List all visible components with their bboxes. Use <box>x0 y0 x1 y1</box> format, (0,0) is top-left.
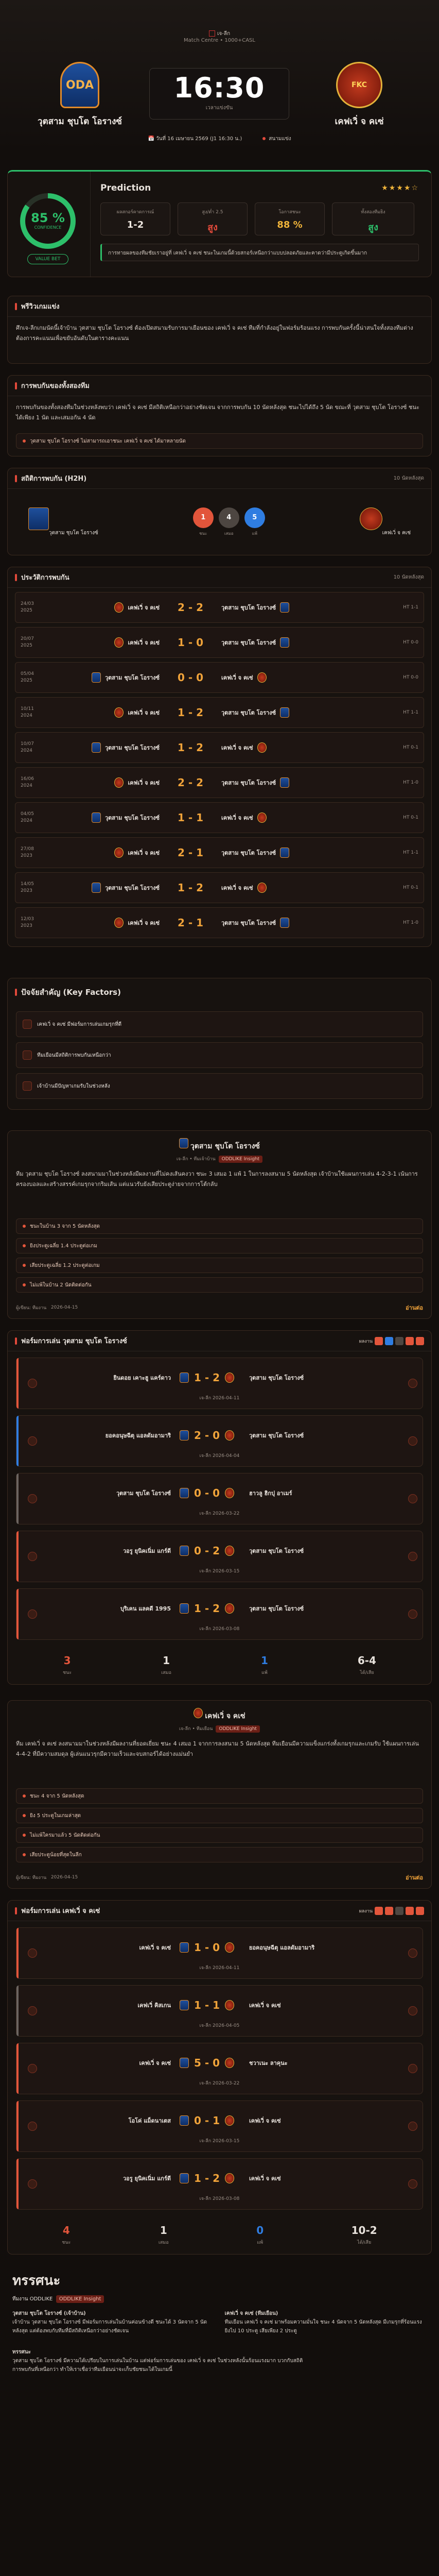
total-stat: 4 ชนะ <box>62 2224 71 2245</box>
home-form-section: ฟอร์มการเล่น วุตสาม ชุบโต โอรางซ์ ผลงาน ยินดอย เคาะฮู แคร์ดาว 1 - 2 วุตสาม ชุบโต โอรางซ์ เจ-ลีก 2026-04-11 ยอคอนุษฉีตุ แอลดัมอามาริ 2 - 0 วุตสาม ชุบโต โอรางซ์ เจ-ลีก 2026-04-04 วุตสาม ชุบโต โอรางซ์ 0 - 0 ฮาวลู ฮิกปุ อาเมร์ เจ-ลีก 2026-03-22 วอรู ยุนิคเนิ่ม แกร์ดี 0 - 2 วุตสาม ชุบโต โอรางซ์ เจ-ลีก 2026-03-15 บุริเคน แลคดี 1995 1 - 2 วุตสาม ชุบโต โอรางซ์ เจ-ลีก 2026-03-08 3 ชนะ 1 เสมอ 1 แพ้ 6-4 ได้/เสีย <box>7 1330 432 1685</box>
value-bet-button[interactable]: VALUE BET <box>27 254 68 264</box>
away-team-name: เคฟเวิ่ จ คเซ่ <box>335 116 384 127</box>
total-stat: 0 แพ้ <box>256 2224 264 2245</box>
insight-tag: ODDLIKE Insight <box>219 1156 263 1163</box>
home-team-icon <box>28 1379 37 1388</box>
prediction-title: Prediction <box>100 183 151 193</box>
result-icon <box>408 1552 417 1561</box>
home-team-icon <box>28 1494 37 1503</box>
team-crest-icon <box>225 1488 234 1498</box>
form-legend: ผลงาน <box>359 1907 424 1915</box>
match-score: 1 - 0 <box>177 636 204 649</box>
team-crest-icon <box>280 918 289 928</box>
key-factors: ปัจจัยสำคัญ (Key Factors) เคฟเวิ่ จ คเซ่ มีฟอร์มการเล่นเกมรุกที่ดี ทีมเยือนมีสถิติการพบกันเหนือกว่า เจ้าบ้านมีปัญหาเกมรับในช่วงหลัง <box>7 978 432 1110</box>
team-crest-icon <box>180 2173 189 2183</box>
team-crest-icon <box>180 1488 189 1498</box>
table-row[interactable]: 10/11 2024 เคฟเวิ่ จ คเซ่ 1 - 2 วุตสาม ชุบโต โอรางซ์ HT 1-1 <box>15 697 424 728</box>
home-crest-icon <box>179 1138 188 1148</box>
match-score: 0 - 0 <box>177 671 204 684</box>
table-row[interactable]: 12/03 2023 เคฟเวิ่ จ คเซ่ 2 - 1 วุตสาม ชุบโต โอรางซ์ HT 1-0 <box>15 907 424 938</box>
team-crest-icon <box>280 777 289 788</box>
team-crest-icon <box>180 2115 189 2126</box>
home-form-totals <box>8 1646 431 1684</box>
match-score: 1 - 2 <box>177 882 204 894</box>
home-team-icon <box>28 1609 37 1619</box>
stat-bullet: ยิง 5 ประตูในเกมล่าสุด <box>16 1808 423 1823</box>
stat-bullet: ชนะ 4 จาก 5 นัดหลังสุด <box>16 1788 423 1804</box>
key-factor-item: ทีมเยือนมีสถิติการพบกันเหนือกว่า <box>16 1042 423 1068</box>
team-crest-icon <box>180 1942 189 1953</box>
stat-bullet: ยิงประตูเฉลี่ย 1.4 ประตูต่อเกม <box>16 1238 423 1253</box>
match-score: 1 - 1 <box>177 811 204 824</box>
away-crest-icon <box>360 507 382 530</box>
result-icon <box>408 2006 417 2015</box>
pred-box-btts: ทั้งสองทีมยิง สูง <box>332 202 414 235</box>
team-crest-icon <box>225 2000 234 2010</box>
match-score: 1 - 2 <box>177 741 204 754</box>
match-hero <box>0 0 439 155</box>
recent-match-card[interactable]: โอโค่ แม็ดนาเตส 0 - 1 เคฟเวิ่ จ คเซ่ เจ-ลีก 2026-03-15 <box>16 2100 423 2152</box>
team-crest-icon <box>92 812 101 823</box>
factor-icon <box>23 1050 32 1060</box>
result-icon <box>408 2064 417 2073</box>
result-icon <box>408 1436 417 1446</box>
home-team-icon <box>28 1436 37 1446</box>
table-row[interactable]: 20/07 2025 เคฟเวิ่ จ คเซ่ 1 - 0 วุตสาม ชุบโต โอรางซ์ HT 0-0 <box>15 627 424 658</box>
away-team[interactable] <box>310 62 408 128</box>
recent-match-card[interactable]: เคฟเวิ่ จ คเซ่ 5 - 0 ชวาเนะ ลาคุนะ เจ-ลีก 2026-03-22 <box>16 2043 423 2094</box>
league-icon <box>209 30 215 37</box>
venue-icon <box>262 137 266 140</box>
losses-badge: 5 <box>244 507 265 528</box>
draws-badge: 4 <box>219 507 239 528</box>
stat-bullet: ชนะในบ้าน 3 จาก 5 นัดหลังสุด <box>16 1218 423 1234</box>
factor-icon <box>23 1081 32 1091</box>
recent-match-card[interactable]: เคฟเวิ่ จ คเซ่ 1 - 0 ยอคอนุษฉีตุ แอลดัมอามาริ เจ-ลีก 2026-04-11 <box>16 1927 423 1979</box>
team-crest-icon <box>257 672 267 683</box>
kickoff-clock: 16:30 เวลาแข่งขัน <box>149 68 289 120</box>
team-crest-icon <box>280 602 289 613</box>
total-stat: 1 เสมอ <box>158 2224 169 2245</box>
recent-match-card[interactable]: วุตสาม ชุบโต โอรางซ์ 0 - 0 ฮาวลู ฮิกปุ อาเมร์ เจ-ลีก 2026-03-22 <box>16 1473 423 1524</box>
h2h-summary: สถิติการพบกัน (H2H) 10 นัดหลังสุด วุตสาม ชุบโต โอรางซ์ 1 ชนะ 4 เสมอ 5 แพ้ เคฟเวิ่ จ คเซ่ <box>7 468 432 555</box>
team-crest-icon <box>114 602 124 613</box>
summary-home[interactable]: วุตสาม ชุบโต โอรางซ์ <box>28 507 98 537</box>
team-crest-icon <box>180 1546 189 1556</box>
h2h-bullet: วุตสาม ชุบโต โอรางซ์ ไม่สามารถเอาชนะ เคฟเวิ่ จ คเซ่ ได้มาหลายนัด <box>16 433 423 449</box>
divider <box>90 172 91 277</box>
team-crest-icon <box>114 637 124 648</box>
match-score: 2 - 1 <box>177 846 204 859</box>
team-crest-icon <box>92 883 101 893</box>
team-crest-icon <box>225 2173 234 2183</box>
away-crest-icon: FKC <box>336 62 382 108</box>
result-icon <box>408 1494 417 1503</box>
total-stat: 10-2 ได้/เสีย <box>351 2224 377 2245</box>
home-team-icon <box>28 2179 37 2189</box>
team-crest-icon <box>114 848 124 858</box>
team-crest-icon <box>257 883 267 893</box>
team-crest-icon <box>280 707 289 718</box>
summary-title: ทรรศนะ <box>12 2273 61 2289</box>
team-crest-icon <box>280 848 289 858</box>
result-icon <box>408 1379 417 1388</box>
table-row[interactable]: 27/08 2023 เคฟเวิ่ จ คเซ่ 2 - 1 วุตสาม ชุบโต โอรางซ์ HT 1-1 <box>15 837 424 868</box>
match-score: 2 - 1 <box>177 917 204 929</box>
table-row[interactable]: 05/04 2025 วุตสาม ชุบโต โอรางซ์ 0 - 0 เคฟเวิ่ จ คเซ่ HT 0-0 <box>15 662 424 693</box>
table-row[interactable]: 24/03 2025 เคฟเวิ่ จ คเซ่ 2 - 2 วุตสาม ชุบโต โอรางซ์ HT 1-1 <box>15 592 424 623</box>
key-factor-item: เคฟเวิ่ จ คเซ่ มีฟอร์มการเล่นเกมรุกที่ดี <box>16 1011 423 1037</box>
result-icon <box>408 2122 417 2131</box>
league-label: เจ-ลีก Match Centre • 1000+CASL <box>184 31 255 43</box>
home-team-icon <box>28 2064 37 2073</box>
team-crest-icon <box>225 2115 234 2126</box>
team-crest-icon <box>180 1603 189 1614</box>
total-stat: 1 แพ้ <box>260 1654 268 1675</box>
total-stat: 3 ชนะ <box>62 1654 72 1675</box>
recent-match-card[interactable]: ยอคอนุษฉีตุ แอลดัมอามาริ 2 - 0 วุตสาม ชุบโต โอรางซ์ เจ-ลีก 2026-04-04 <box>16 1415 423 1467</box>
total-stat: 1 เสมอ <box>161 1654 171 1675</box>
team-away-analysis: เคฟเวิ่ จ คเซ่ เจ-ลีก • ทีมเยือน ODDLIKE Insight ทีม เคฟเวิ่ จ คเซ่ ลงสนามมาในช่วงหลังมีผลงานที่ยอดเยี่ยม ชนะ 4 เสมอ 1 จากการลงสนาม 5 นัดหลังสุด ทีมเยือนมีความแข็งแกร่งทั้งเกมรุกและเกมรับ ใช้แผนการเล่น 4-4-2 ที่มีความสมดุล ผู้เล่นแนวรุกมีความเร็วและจบสกอร์ได้อย่างแม่นยำ ชนะ 4 จาก 5 นัดหลังสุด ยิง 5 ประตูในเกมล่าสุด ไม่แพ้ใครมาแล้ว 5 นัดติดต่อกัน เสียประตูน้อยที่สุดในลีก ผู้เขียน: ทีมงาน 2026-04-15 อ่านต่อ <box>7 1700 432 1889</box>
recent-match-card[interactable]: บุริเคน แลคดี 1995 1 - 2 วุตสาม ชุบโต โอรางซ์ เจ-ลีก 2026-03-08 <box>16 1588 423 1640</box>
pred-box-score: ผลสกอร์คาดการณ์ 1-2 <box>100 202 170 235</box>
team-crest-icon <box>225 2058 234 2068</box>
stat-bullet: เสียประตูเฉลี่ย 1.2 ประตูต่อเกม <box>16 1258 423 1273</box>
home-crest-icon: ODA <box>60 62 99 108</box>
stat-bullet: เสียประตูน้อยที่สุดในลีก <box>16 1847 423 1862</box>
recent-match-card[interactable]: วอรู ยุนิคเนิ่ม แกร์ดี 1 - 2 เคฟเวิ่ จ คเซ่ เจ-ลีก 2026-03-08 <box>16 2158 423 2210</box>
team-crest-icon <box>257 812 267 823</box>
recent-match-card[interactable]: วอรู ยุนิคเนิ่ม แกร์ดี 0 - 2 วุตสาม ชุบโต โอรางซ์ เจ-ลีก 2026-03-15 <box>16 1531 423 1582</box>
summary-away[interactable]: เคฟเวิ่ จ คเซ่ <box>360 507 411 537</box>
prediction-panel <box>7 170 432 277</box>
team-crest-icon <box>114 707 124 718</box>
home-team-name: วุตสาม ชุบโต โอรางซ์ <box>38 116 122 127</box>
team-crest-icon <box>225 1546 234 1556</box>
table-row[interactable]: 16/06 2024 เคฟเวิ่ จ คเซ่ 2 - 2 วุตสาม ชุบโต โอรางซ์ HT 1-0 <box>15 767 424 798</box>
table-row[interactable]: 04/05 2024 วุตสาม ชุบโต โอรางซ์ 1 - 1 เคฟเวิ่ จ คเซ่ HT 0-1 <box>15 802 424 833</box>
away-form-totals <box>8 2216 431 2254</box>
confidence-ring: 85 % CONFIDENCE <box>20 193 76 249</box>
team-crest-icon <box>180 1430 189 1440</box>
rating-stars-icon: ★★★★☆ <box>381 184 419 192</box>
total-stat: 6-4 ได้/เสีย <box>357 1654 376 1675</box>
section-marker-icon <box>15 303 17 310</box>
h2h-text-section: การพบกันของทั้งสองทีม การพบกันของทั้งสองทีมในช่วงหลังพบว่า เคฟเวิ่ จ คเซ่ มีสถิติเหนือกว่าอย่างชัดเจน จากการพบกัน 10 นัดหลังสุด ชนะไปได้ถึง 5 นัด ขณะที่ วุตสาม ชุบโต โอรางซ์ ชนะได้เพียง 1 นัด และเสมอกัน 4 นัด วุตสาม ชุบโต โอรางซ์ ไม่สามารถเอาชนะ เคฟเวิ่ จ คเซ่ ได้มาหลายนัด <box>7 375 432 456</box>
home-crest-icon <box>28 507 49 530</box>
wins-badge: 1 <box>193 507 214 528</box>
form-legend: ผลงาน <box>359 1337 424 1345</box>
match-score: 1 - 2 <box>177 706 204 719</box>
team-crest-icon <box>114 777 124 788</box>
team-crest-icon <box>180 1372 189 1383</box>
away-form-section: ฟอร์มการเล่น เคฟเวิ่ จ คเซ่ ผลงาน เคฟเวิ่ จ คเซ่ 1 - 0 ยอคอนุษฉีตุ แอลดัมอามาริ เจ-ลีก 2026-04-11 เคฟเวิ่ คิสเกน 1 - 1 เคฟเวิ่ จ คเซ่ เจ-ลีก 2026-04-05 เคฟเวิ่ จ คเซ่ 5 - 0 ชวาเนะ ลาคุนะ เจ-ลีก 2026-03-22 โอโค่ แม็ดนาเตส 0 - 1 เคฟเวิ่ จ คเซ่ เจ-ลีก 2026-03-15 วอรู ยุนิคเนิ่ม แกร์ดี 1 - 2 เคฟเวิ่ จ คเซ่ เจ-ลีก 2026-03-08 4 ชนะ 1 เสมอ 0 แพ้ 10-2 ได้/เสีย <box>7 1900 432 2255</box>
read-more-link[interactable]: อ่านต่อ <box>405 1874 423 1881</box>
stat-bullet: ไม่แพ้ใครมาแล้ว 5 นัดติดต่อกัน <box>16 1827 423 1843</box>
summary-section: ทรรศนะ ทีมงาน ODDLIKE ODDLIKE Insight วุตสาม ชุบโต โอรางซ์ (เจ้าบ้าน) เจ้าบ้าน วุตสาม ชุบโต โอรางซ์ มีฟอร์มการเล่นในบ้านค่อนข้างดี ชนะได้ 3 นัดจาก 5 นัดหลังสุด แต่ต้องพบกับทีมที่มีสถิติเหนือกว่าอย่างชัดเจน เคฟเวิ่ จ คเซ่ (ทีมเยือน) ทีมเยือน เคฟเวิ่ จ คเซ่ มาพร้อมความมั่นใจ ชนะ 4 นัดจาก 5 นัดหลังสุด มีเกมรุกที่ร้อนแรง ยิงไป 10 ประตู เสียเพียง 2 ประตู ทรรศนะ วุตสาม ชุบโต โอรางซ์ มีความได้เปรียบในการเล่นในบ้าน แต่ฟอร์มการเล่นของ เคฟเวิ่ จ คเซ่ ในช่วงหลังนั้นร้อนแรงมาก บวกกับสถิติการพบกันที่เหนือกว่า ทำให้เราเชื่อว่าทีมเยือนน่าจะเก็บชัยชนะได้ในเกมนี้ <box>0 2270 439 2374</box>
insight-tag: ODDLIKE Insight <box>216 1725 260 1733</box>
read-more-link[interactable]: อ่านต่อ <box>405 1304 423 1311</box>
home-team-icon <box>28 1948 37 1958</box>
intro-section: พรีวิวเกมแข่ง ศึกเจ-ลีกเกมนัดนี้เจ้าบ้าน วุตสาม ชุบโต โอรางซ์ ต้องเปิดสนามรับการมาเยือนของ เคฟเวิ่ จ คเซ่ ทีมที่กำลังอยู่ในฟอร์มร้อนแรง การพบกันครั้งนี้น่าสนใจทั้งสองทีมต่างต้องการคะแนนเพื่อขยับอันดับในตารางคะแนน <box>7 296 432 364</box>
team-crest-icon <box>225 1372 234 1383</box>
h2h-list: ประวัติการพบกัน 10 นัดหลังสุด 24/03 2025 เคฟเวิ่ จ คเซ่ 2 - 2 วุตสาม ชุบโต โอรางซ์ HT 1-1 20/07 2025 เคฟเวิ่ จ คเซ่ 1 - 0 วุตสาม ชุบโต โอรางซ์ HT 0-0 05/04 2025 วุตสาม ชุบโต โอรางซ์ 0 - 0 เคฟเวิ่ จ คเซ่ HT 0-0 10/11 2024 เคฟเวิ่ จ คเซ่ 1 - 2 วุตสาม ชุบโต โอรางซ์ HT 1-1 10/07 2024 วุตสาม ชุบโต โอรางซ์ 1 - 2 เคฟเวิ่ จ คเซ่ HT 0-1 16/06 2024 เคฟเวิ่ จ คเซ่ 2 - 2 วุตสาม ชุบโต โอรางซ์ HT 1-0 04/05 2024 วุตสาม ชุบโต โอรางซ์ 1 - 1 เคฟเวิ่ จ คเซ่ HT 0-1 27/08 2023 เคฟเวิ่ จ คเซ่ 2 - 1 วุตสาม ชุบโต โอรางซ์ HT 1-1 14/05 2023 วุตสาม ชุบโต โอรางซ์ 1 - 2 เคฟเวิ่ จ คเซ่ HT 0-1 12/03 2023 เคฟเวิ่ จ คเซ่ 2 - 1 วุตสาม ชุบโต โอรางซ์ HT 1-0 <box>7 567 432 947</box>
kickoff-time: 16:30 <box>173 72 265 104</box>
team-crest-icon <box>92 742 101 753</box>
team-crest-icon <box>114 918 124 928</box>
home-team-icon <box>28 1552 37 1561</box>
h2h-badges: 1 ชนะ 4 เสมอ 5 แพ้ <box>193 507 265 537</box>
recent-match-card[interactable]: ยินดอย เคาะฮู แคร์ดาว 1 - 2 วุตสาม ชุบโต โอรางซ์ เจ-ลีก 2026-04-11 <box>16 1358 423 1409</box>
result-icon <box>408 1609 417 1619</box>
key-factor-item: เจ้าบ้านมีปัญหาเกมรับในช่วงหลัง <box>16 1073 423 1099</box>
team-crest-icon <box>225 1430 234 1440</box>
team-crest-icon <box>225 1942 234 1953</box>
home-team-icon <box>28 2006 37 2015</box>
team-crest-icon <box>280 637 289 648</box>
team-crest-icon <box>225 1603 234 1614</box>
pred-box-win: โอกาสชนะ 88 % <box>255 202 325 235</box>
away-crest-icon <box>194 1708 203 1718</box>
pred-box-ou: สูง/ต่ำ 2.5 สูง <box>178 202 248 235</box>
insight-tag: ODDLIKE Insight <box>56 2295 104 2303</box>
team-crest-icon <box>92 672 101 683</box>
factor-icon <box>23 1020 32 1029</box>
result-icon <box>408 2179 417 2189</box>
match-score: 2 - 2 <box>177 601 204 614</box>
home-team-icon <box>28 2122 37 2131</box>
team-crest-icon <box>257 742 267 753</box>
recent-match-card[interactable]: เคฟเวิ่ คิสเกน 1 - 1 เคฟเวิ่ จ คเซ่ เจ-ลีก 2026-04-05 <box>16 1985 423 2037</box>
match-score: 2 - 2 <box>177 776 204 789</box>
team-home-analysis: วุตสาม ชุบโต โอรางซ์ เจ-ลีก • ทีมเจ้าบ้าน ODDLIKE Insight ทีม วุตสาม ชุบโต โอรางซ์ ลงสนามมาในช่วงหลังมีผลงานที่ไม่คงเส้นคงวา ชนะ 3 เสมอ 1 แพ้ 1 ในการลงสนาม 5 นัดหลังสุด เจ้าบ้านใช้แผนการเล่น 4-2-3-1 เน้นการครองบอลและสร้างสรรค์เกมรุกจากริมเส้น แต่แนวรับยังเสียประตูง่ายจากการโต้กลับ ชนะในบ้าน 3 จาก 5 นัดหลังสุด ยิงประตูเฉลี่ย 1.4 ประตูต่อเกม เสียประตูเฉลี่ย 1.2 ประตูต่อเกม ไม่แพ้ในบ้าน 2 นัดติดต่อกัน ผู้เขียน: ทีมงาน 2026-04-15 อ่านต่อ <box>7 1130 432 1319</box>
team-crest-icon <box>180 2058 189 2068</box>
table-row[interactable]: 14/05 2023 วุตสาม ชุบโต โอรางซ์ 1 - 2 เคฟเวิ่ จ คเซ่ HT 0-1 <box>15 872 424 903</box>
result-icon <box>408 1948 417 1958</box>
prediction-note: การทายผลของทีมชัยเราอยู่ที่ เคฟเวิ่ จ คเซ่ ชนะในเกมนี้ด้วยสกอร์เหนือกว่าแบบปลอดภัยและคาดว่ามีประตูเกิดขึ้นมาก <box>100 244 419 261</box>
stat-bullet: ไม่แพ้ในบ้าน 2 นัดติดต่อกัน <box>16 1277 423 1293</box>
team-crest-icon <box>180 2000 189 2010</box>
home-team[interactable] <box>31 62 129 128</box>
match-datetime: 📅 วันที่ 16 เมษายน 2569 (J1 16:30 น.) สนามแข่ง <box>148 136 291 142</box>
table-row[interactable]: 10/07 2024 วุตสาม ชุบโต โอรางซ์ 1 - 2 เคฟเวิ่ จ คเซ่ HT 0-1 <box>15 732 424 763</box>
